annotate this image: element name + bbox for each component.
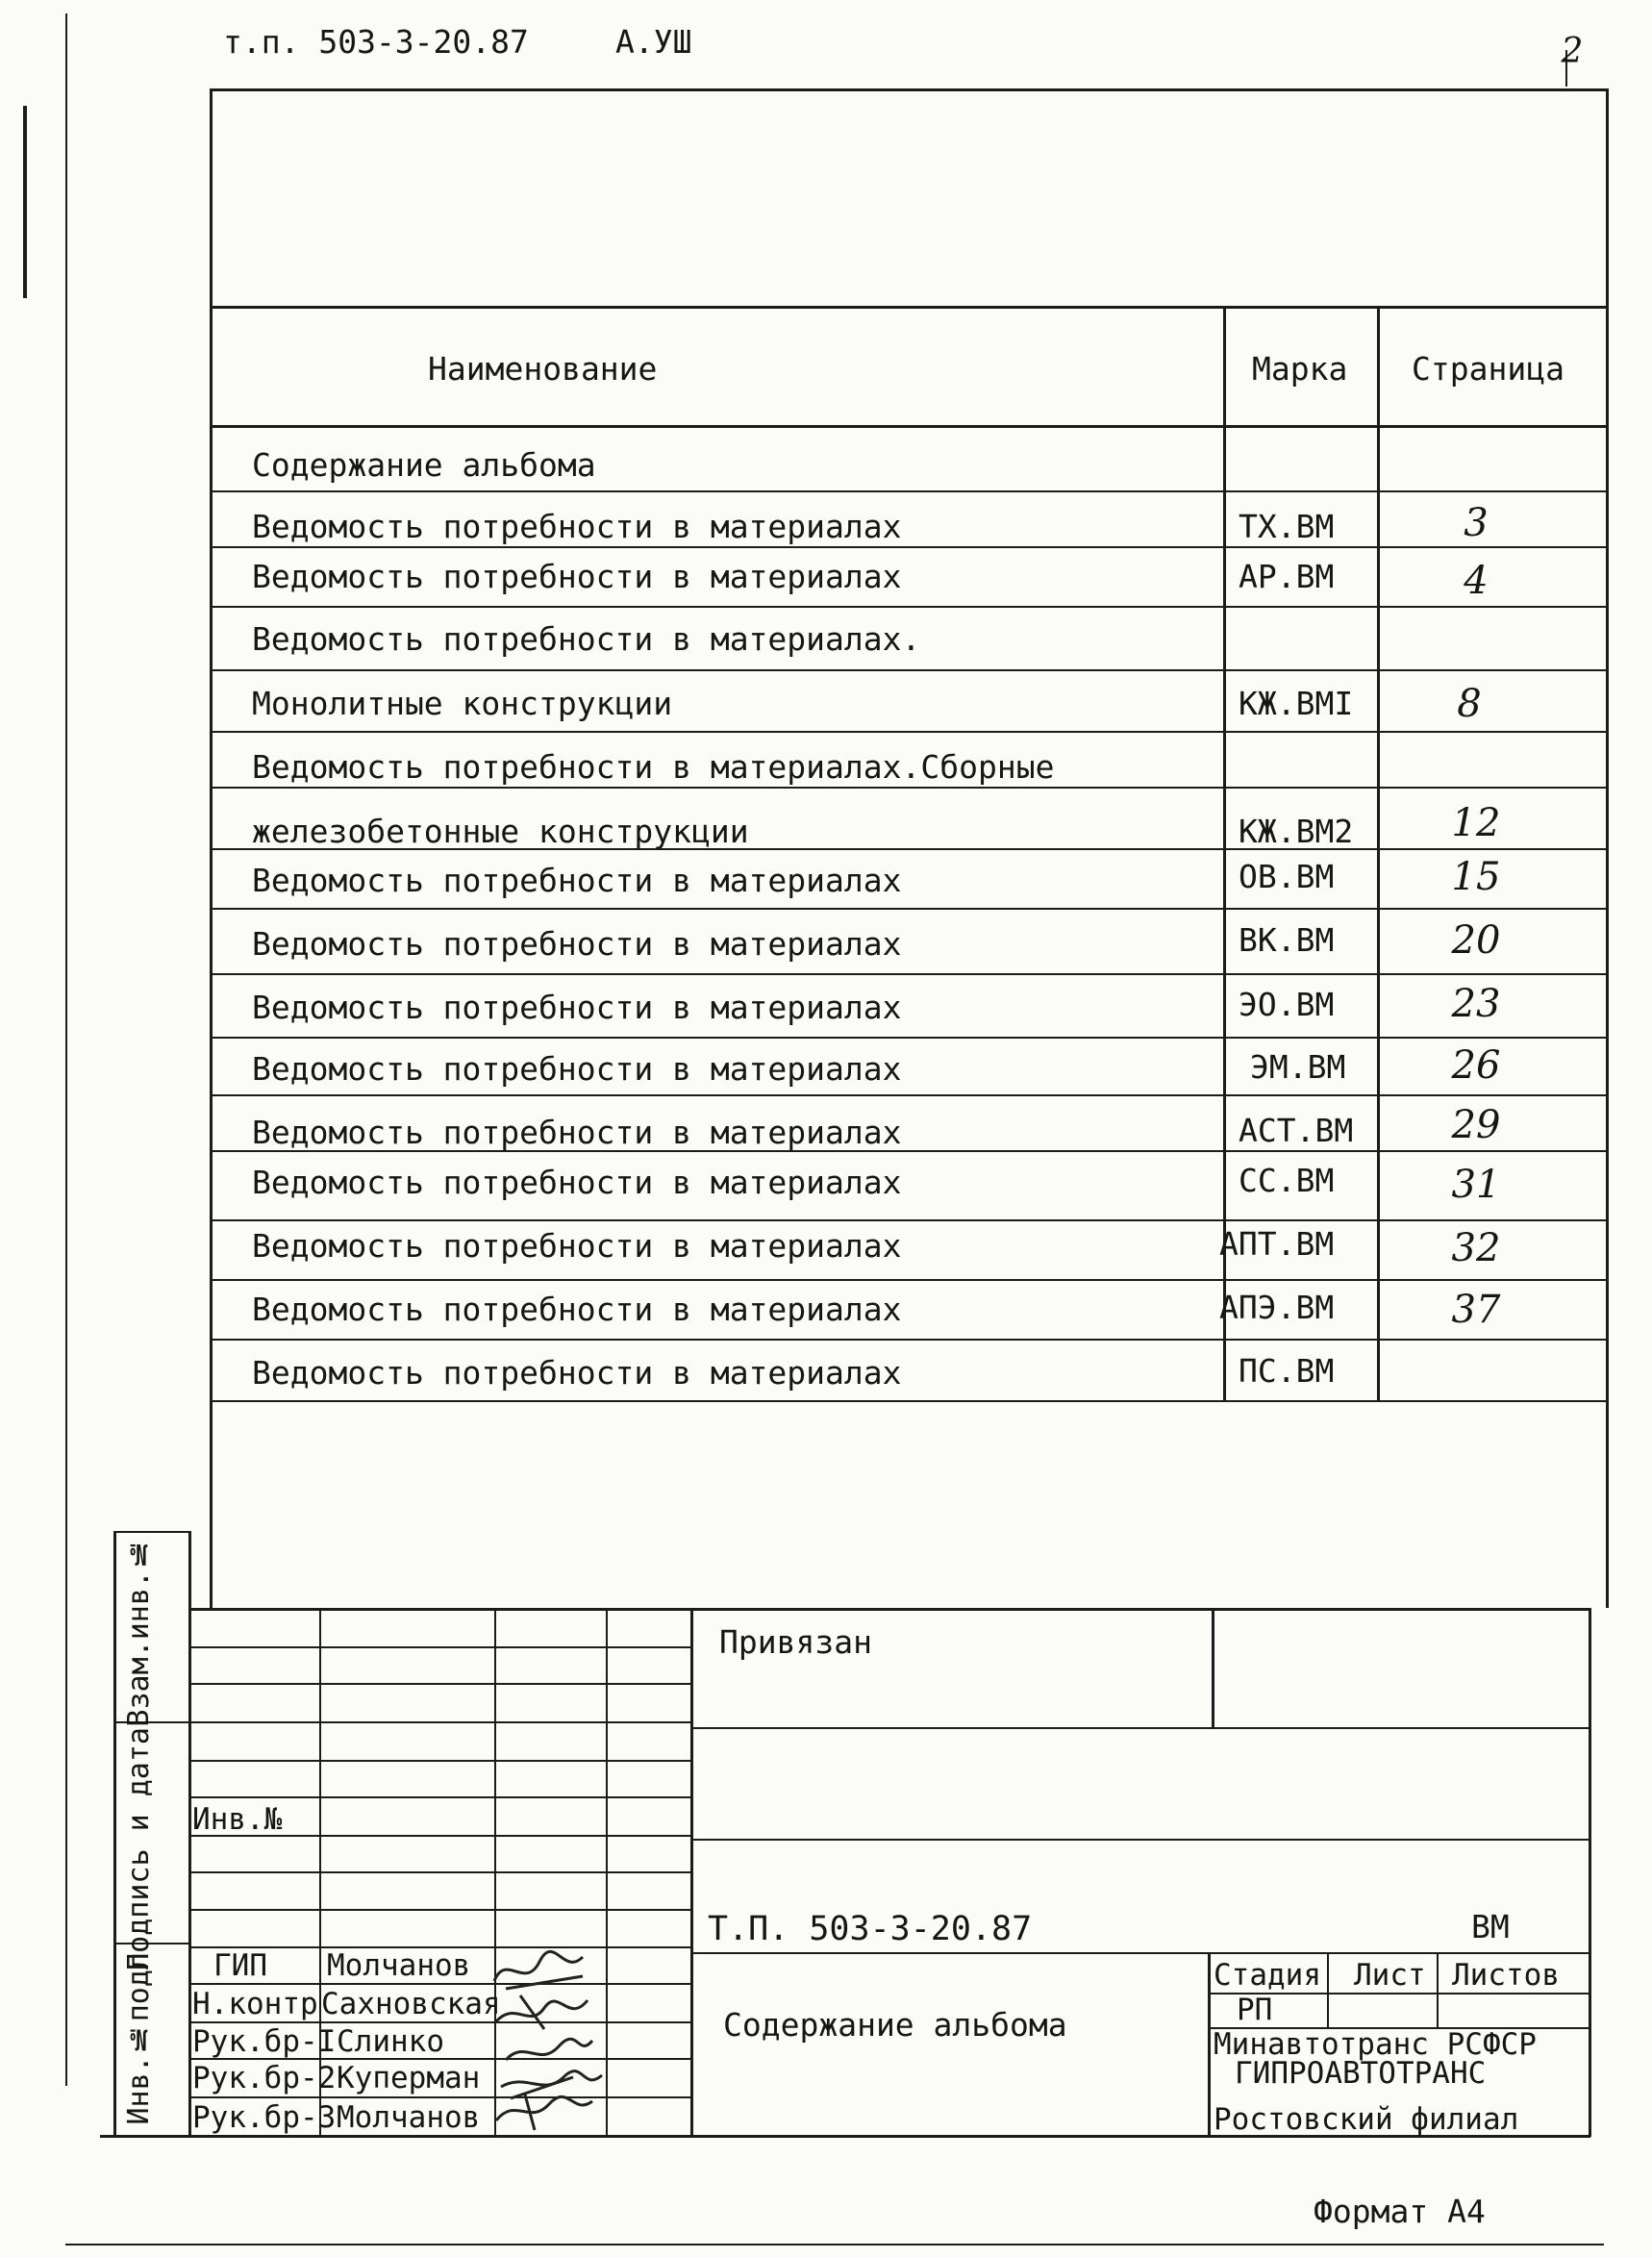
stamp-right-divider: [1212, 1608, 1214, 1728]
row-name: Ведомость потребности в материалах: [252, 1227, 902, 1265]
row-line: [210, 606, 1609, 608]
stamp-inner-left: [690, 1608, 693, 2137]
scan-mark-left: [23, 106, 27, 298]
row-mark: ЭМ.ВМ: [1250, 1048, 1346, 1086]
stamp-right: [1589, 1608, 1591, 2137]
header-mark: Марка: [1252, 350, 1348, 388]
stamp-stage-col: [1208, 1952, 1211, 2137]
row-page: 32: [1451, 1226, 1501, 1270]
row-mark: ТХ.ВМ: [1239, 508, 1335, 545]
stamp-row: [188, 1683, 690, 1685]
stamp-top: [188, 1608, 1590, 1611]
signer-name: Молчанов: [327, 1948, 471, 1983]
row-line: [210, 1094, 1609, 1096]
stamp-row: [188, 1646, 690, 1648]
row-name: Ведомость потребности в материалах: [252, 989, 902, 1026]
stamp-right-row1: [690, 1727, 1591, 1729]
stamp-code: Т.П. 503-3-20.87: [708, 1910, 1033, 1948]
row-line: [210, 1037, 1609, 1039]
signer-role: Рук.бр-I: [192, 2024, 337, 2059]
row-page: 12: [1451, 801, 1501, 845]
stamp-sheets-label: Листов: [1452, 1958, 1560, 1993]
header-code: т.п. 503-3-20.87: [223, 23, 529, 61]
row-line: [210, 546, 1609, 548]
row-mark: ПС.ВМ: [1239, 1352, 1335, 1390]
stamp-stage-value: РП: [1237, 1993, 1273, 2027]
row-name: Ведомость потребности в материалах: [252, 1354, 902, 1392]
row-page: 15: [1451, 855, 1501, 899]
row-mark: АПЭ.ВМ: [1219, 1289, 1335, 1326]
col-divider-mark-page: [1377, 306, 1380, 1402]
stamp-sheet-label: Лист: [1354, 1958, 1426, 1993]
frame-bottom: [65, 2244, 1604, 2245]
row-name: Ведомость потребности в материалах: [252, 1050, 902, 1088]
row-name: Ведомость потребности в материалах: [252, 1291, 902, 1328]
side-label-vzam-inv: Взам.инв.№: [122, 1537, 156, 1727]
row-name: Ведомость потребности в материалах: [252, 508, 902, 545]
header-name: Наименование: [428, 350, 658, 388]
signer-role: ГИП: [213, 1948, 267, 1983]
stamp-title: Содержание альбома: [723, 2006, 1067, 2044]
side-label-inv-orig: Инв.№подл: [122, 1952, 156, 2125]
row-page: 20: [1451, 918, 1501, 963]
side-strip-left: [113, 1531, 116, 2137]
frame-left-bottom: [65, 1038, 67, 2086]
row-name: Ведомость потребности в материалах: [252, 558, 902, 595]
footer-format: Формат А4: [1314, 2193, 1486, 2230]
row-page: 23: [1451, 982, 1501, 1026]
row-name: Ведомость потребности в материалах: [252, 1164, 902, 1201]
signer-name: Слинко: [337, 2024, 444, 2059]
header-album: А.УШ: [615, 23, 692, 61]
side-strip-top: [113, 1531, 191, 1533]
row-name: Монолитные конструкции: [252, 685, 673, 722]
row-line: [210, 731, 1609, 733]
stamp-stage-label: Стадия: [1214, 1958, 1321, 1993]
row-page: 37: [1451, 1288, 1501, 1332]
row-page: 29: [1451, 1103, 1501, 1147]
frame-left-top: [65, 13, 67, 1038]
signer-role: Рук.бр-3: [192, 2100, 337, 2135]
stamp-row: [188, 1871, 690, 1873]
row-line: [210, 1279, 1609, 1281]
stamp-row: [188, 1796, 690, 1798]
row-name: железобетонные конструкции: [252, 813, 749, 850]
row-mark: КЖ.ВМI: [1239, 685, 1354, 722]
stamp-org-line2: ГИПРОАВТОТРАНС: [1235, 2056, 1487, 2091]
stamp-row: [188, 1909, 690, 1911]
stamp-doc-mark: ВМ: [1471, 1908, 1510, 1945]
stamp-org-line1: Минавтотранс РСФСР: [1214, 2027, 1537, 2062]
sheet-mark: 2: [1561, 32, 1584, 71]
row-name: Ведомость потребности в материалах.: [252, 620, 921, 658]
row-name: Ведомость потребности в материалах.Сборные: [252, 748, 1055, 786]
signer-role: Рук.бр-2: [192, 2061, 337, 2095]
row-page: 4: [1464, 559, 1489, 603]
inv-no-label: Инв.№: [192, 1802, 283, 1837]
stamp-row: [188, 1721, 690, 1723]
table-header-bottom: [210, 425, 1609, 428]
stamp-right-row2: [690, 1839, 1591, 1841]
stamp-stage-col3: [1437, 1952, 1439, 2029]
stamp-org-line3: Ростовский филиал: [1214, 2102, 1519, 2137]
row-page: 3: [1464, 501, 1489, 545]
signer-role: Н.контр: [192, 1987, 318, 2021]
row-name: Ведомость потребности в материалах: [252, 1114, 902, 1151]
signer-name: Куперман: [337, 2061, 481, 2095]
side-label-signature-date: Подпись и дата: [122, 1727, 156, 1970]
stamp-row: [188, 1760, 690, 1762]
side-strip-right: [188, 1531, 191, 2137]
signer-name: Молчанов: [337, 2100, 481, 2135]
row-name: Содержание альбома: [252, 446, 596, 484]
row-page: 8: [1457, 682, 1482, 726]
stamp-right-row3: [690, 1952, 1591, 1954]
signature-mark: [487, 1933, 602, 2125]
header-page: Страница: [1412, 350, 1564, 388]
row-mark: АПТ.ВМ: [1219, 1225, 1335, 1263]
signer-name: Сахновская: [321, 1987, 501, 2021]
row-line: [210, 669, 1609, 671]
row-line: [210, 1219, 1609, 1221]
row-line: [210, 1339, 1609, 1341]
row-mark: АСТ.ВМ: [1239, 1112, 1354, 1149]
stamp-attached: Привязан: [719, 1623, 872, 1661]
row-line: [210, 1400, 1609, 1402]
row-line: [210, 490, 1609, 492]
table-header-top: [210, 306, 1609, 309]
row-mark: ОВ.ВМ: [1239, 858, 1335, 895]
row-mark: КЖ.ВМ2: [1239, 813, 1354, 850]
row-mark: АР.ВМ: [1239, 558, 1335, 595]
row-line: [210, 908, 1609, 910]
row-name: Ведомость потребности в материалах: [252, 862, 902, 899]
row-page: 26: [1451, 1043, 1501, 1088]
row-mark: СС.ВМ: [1239, 1162, 1335, 1199]
box-top: [210, 88, 1609, 91]
row-line: [210, 787, 1609, 789]
row-mark: ЭО.ВМ: [1239, 986, 1335, 1023]
row-mark: ВК.ВМ: [1239, 921, 1335, 959]
row-line: [210, 973, 1609, 975]
row-name: Ведомость потребности в материалах: [252, 925, 902, 963]
stamp-stage-col2: [1327, 1952, 1329, 2029]
row-page: 31: [1451, 1163, 1501, 1207]
